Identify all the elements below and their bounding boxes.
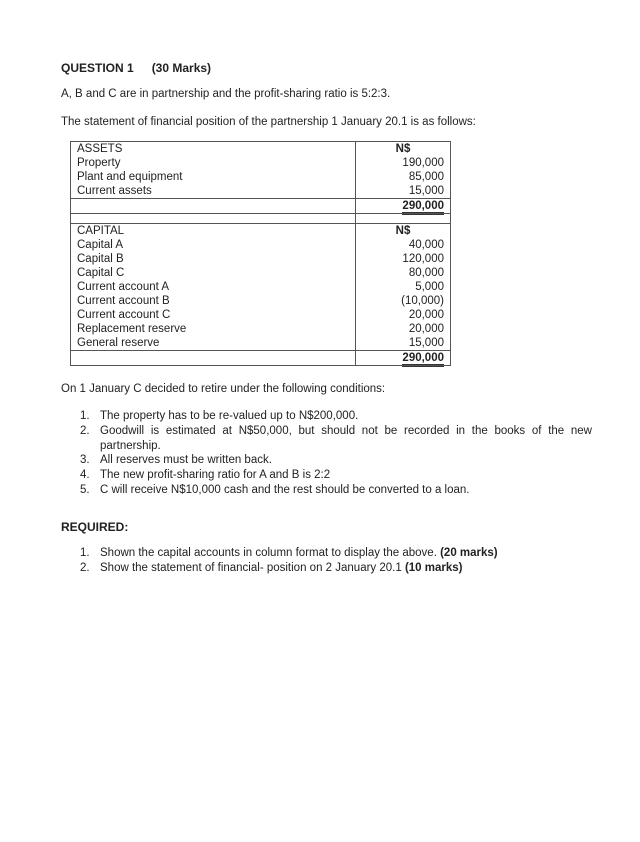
row-label: Current assets: [71, 184, 356, 199]
list-text: The new profit-sharing ratio for A and B is 2:2: [100, 469, 331, 482]
list-number: 3.: [80, 454, 90, 467]
list-text: Shown the capital accounts in column format to display the above.: [100, 547, 437, 559]
marks-label: (20 marks): [440, 547, 498, 559]
assets-currency: N$: [356, 142, 451, 157]
row-label: Capital C: [71, 266, 356, 280]
table-row: [71, 336, 451, 351]
list-item: [80, 546, 600, 561]
row-amount: 5,000: [356, 280, 451, 294]
spacer-row: [71, 214, 451, 224]
question-marks: (30 Marks): [151, 61, 212, 75]
conditions-list: [80, 409, 592, 498]
table-row: [71, 184, 451, 199]
row-amount: 15,000: [356, 184, 451, 199]
question-title: QUESTION 1: [61, 61, 134, 75]
assets-header-row: [71, 142, 451, 157]
table-row: [71, 266, 451, 280]
list-number: 1.: [80, 410, 90, 422]
list-number: 2.: [80, 561, 90, 574]
row-amount: 85,000: [356, 170, 451, 184]
row-label: Current account B: [71, 294, 356, 308]
table-row: [71, 294, 451, 308]
capital-currency: N$: [356, 224, 451, 239]
row-label: Capital B: [71, 252, 356, 266]
list-number: 4.: [80, 469, 90, 482]
row-amount: 15,000: [356, 336, 451, 351]
list-number: 2.: [80, 424, 90, 437]
financial-position-table: [70, 141, 451, 366]
list-number: 1.: [80, 547, 90, 559]
retire-intro-text: On 1 January C decided to retire under the following conditions:: [61, 383, 386, 395]
capital-total: 290,000: [402, 352, 444, 367]
sfp-intro-text: The statement of financial position of the partnership 1 January 20.1 is as follows:: [61, 116, 476, 128]
row-label: Current account C: [71, 308, 356, 322]
assets-total: 290,000: [402, 200, 444, 215]
list-text: All reserves must be written back.: [100, 454, 272, 467]
list-item: [80, 453, 592, 468]
list-number: 5.: [80, 483, 90, 496]
row-label: Capital A: [71, 238, 356, 252]
capital-total-row: [71, 351, 451, 366]
list-text: Show the statement of financial- position on 2 January 20.1: [100, 561, 402, 574]
row-amount: 40,000: [356, 238, 451, 252]
row-label: Plant and equipment: [71, 170, 356, 184]
list-item: [80, 424, 592, 454]
table-row: [71, 170, 451, 184]
list-text: Goodwill is estimated at N$50,000, but should not be recorded in the books of the new partnership.: [100, 424, 592, 452]
table-row: [71, 238, 451, 252]
table-row: [71, 156, 451, 170]
row-label: Replacement reserve: [71, 322, 356, 336]
list-item: [80, 468, 592, 483]
list-text: The property has to be re-valued up to N$200,000.: [100, 410, 359, 422]
row-amount: 120,000: [356, 252, 451, 266]
capital-header-row: [71, 224, 451, 239]
row-amount: (10,000): [356, 294, 451, 308]
table-row: [71, 322, 451, 336]
table-row: [71, 280, 451, 294]
row-amount: 20,000: [356, 308, 451, 322]
table-row: [71, 308, 451, 322]
table-row: [71, 252, 451, 266]
row-label: General reserve: [71, 336, 356, 351]
marks-label: (10 marks): [404, 561, 463, 574]
list-item: [80, 409, 592, 424]
required-heading: REQUIRED:: [61, 520, 129, 534]
intro-text: A, B and C are in partnership and the profit-sharing ratio is 5:2:3.: [61, 88, 391, 100]
assets-heading: ASSETS: [71, 142, 356, 157]
row-amount: 80,000: [356, 266, 451, 280]
row-label: Current account A: [71, 280, 356, 294]
row-label: Property: [71, 156, 356, 170]
list-item: [80, 561, 600, 576]
row-amount: 190,000: [356, 156, 451, 170]
row-amount: 20,000: [356, 322, 451, 336]
list-item: [80, 483, 592, 498]
required-list: [80, 546, 600, 576]
question-heading: [61, 61, 211, 75]
capital-heading: CAPITAL: [71, 224, 356, 239]
list-text: C will receive N$10,000 cash and the rest should be converted to a loan.: [100, 483, 470, 496]
assets-total-row: [71, 199, 451, 214]
